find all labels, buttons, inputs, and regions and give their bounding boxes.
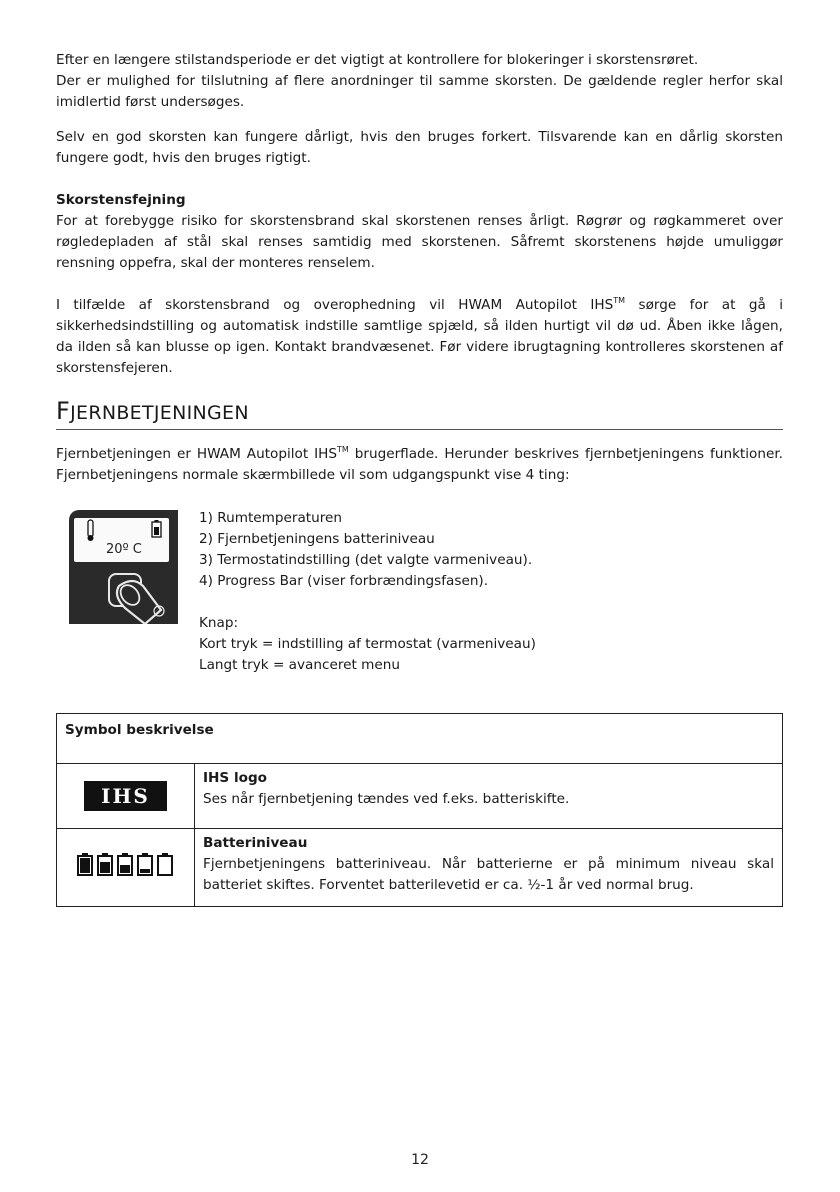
heading-first-letter: F (56, 397, 71, 425)
page-number: 12 (411, 1152, 429, 1168)
text-intro-b: brugerflade. Herunder beskrives fjernbetjeningens funktioner. Fjernbetjeningens normale skærmbillede vil som udgangspunkt vise 4 ting: (56, 446, 784, 483)
list-item: 4) Progress Bar (viser forbrændingsfasen). (199, 573, 489, 589)
trademark-sup: TM (337, 445, 349, 454)
paragraph-multiple-devices: Der er mulighed for tilslutning af flere anordninger til samme skorsten. De gældende regler herfor skal imidlertid først undersøges. (56, 73, 783, 110)
battery-icons-cell (57, 829, 195, 907)
paragraph-blockage: Efter en længere stilstandsperiode er det vigtigt at kontrollere for blokeringer i skorstensrøret. (56, 52, 699, 68)
table-row (57, 764, 783, 829)
page-content (56, 50, 783, 696)
ihs-logo: IHS (84, 781, 167, 811)
section-heading-remote (56, 397, 783, 430)
text-fire-a: I tilfælde af skorstensbrand og overophedning vil HWAM Autopilot IHS (56, 297, 614, 313)
ihs-logo-cell (57, 764, 195, 829)
remote-feature-list (199, 508, 536, 676)
remote-control-image (69, 510, 178, 624)
ihs-description: Ses når fjernbetjening tændes ved f.eks. batteriskifte. (203, 791, 570, 807)
ihs-description-cell (195, 764, 783, 829)
button-press-icon (69, 510, 178, 624)
paragraph-chimney-fire (56, 295, 783, 379)
ihs-title: IHS logo (203, 770, 268, 786)
subheading-chimney-sweeping: Skorstensfejning (56, 192, 186, 208)
text-intro-a: Fjernbetjeningen er HWAM Autopilot IHS (56, 446, 337, 462)
long-press-text: Langt tryk = avanceret menu (199, 657, 400, 673)
remote-overview (56, 500, 783, 696)
table-row (57, 829, 783, 907)
paragraph-remote-intro (56, 444, 783, 486)
paragraph-good-chimney: Selv en god skorsten kan fungere dårligt, hvis den bruges forkert. Tilsvarende kan en dårlig skorsten fungere godt, hvis den bruges rigtigt. (56, 129, 783, 166)
table-header: Symbol beskrivelse (57, 714, 783, 764)
battery-description: Fjernbetjeningens batteriniveau. Når batterierne er på minimum niveau skal batteriet skiftes. Forventet batterilevetid er ca. ½-1 år ved normal brug. (203, 856, 774, 893)
list-item: 3) Termostatindstilling (det valgte varmeniveau). (199, 552, 533, 568)
trademark-sup: TM (613, 296, 626, 305)
room-temperature: 20º C (106, 542, 142, 557)
battery-level-icons (76, 852, 176, 876)
symbol-table (56, 713, 783, 907)
battery-title: Batteriniveau (203, 835, 308, 851)
heading-rest: JERNBETJENINGEN (70, 402, 249, 424)
list-item: 2) Fjernbetjeningens batteriniveau (199, 531, 435, 547)
button-label: Knap: (199, 615, 239, 631)
battery-level-icon (158, 853, 172, 875)
battery-level-icon (138, 853, 152, 875)
text-fire-b: sørge for at gå i sikkerhedsindstilling og automatisk indstille samtlige spjæld, så ilden hurtigt vil dø ud. Åben ikke lågen, da ilden så kan blusse op igen. Kontakt brandvæsenet. Før videre ibrugtagning kontrolleres skorstenen af skorstensfejeren. (56, 297, 784, 376)
paragraph-sweeping: For at forebygge risiko for skorstensbrand skal skorstenen renses årligt. Røgrør og røgkammeret over røgledepladen af stål skal renses samtidig med skorstenen. Såfremt skorstenens højde umuliggør rensning oppefra, skal der monteres renselem. (56, 213, 783, 271)
table-header-row (57, 714, 783, 764)
battery-level-icon (78, 853, 92, 875)
battery-level-icon (98, 853, 112, 875)
battery-description-cell (195, 829, 783, 907)
short-press-text: Kort tryk = indstilling af termostat (varmeniveau) (199, 636, 536, 652)
battery-level-icon (118, 853, 132, 875)
list-item: 1) Rumtemperaturen (199, 510, 343, 526)
